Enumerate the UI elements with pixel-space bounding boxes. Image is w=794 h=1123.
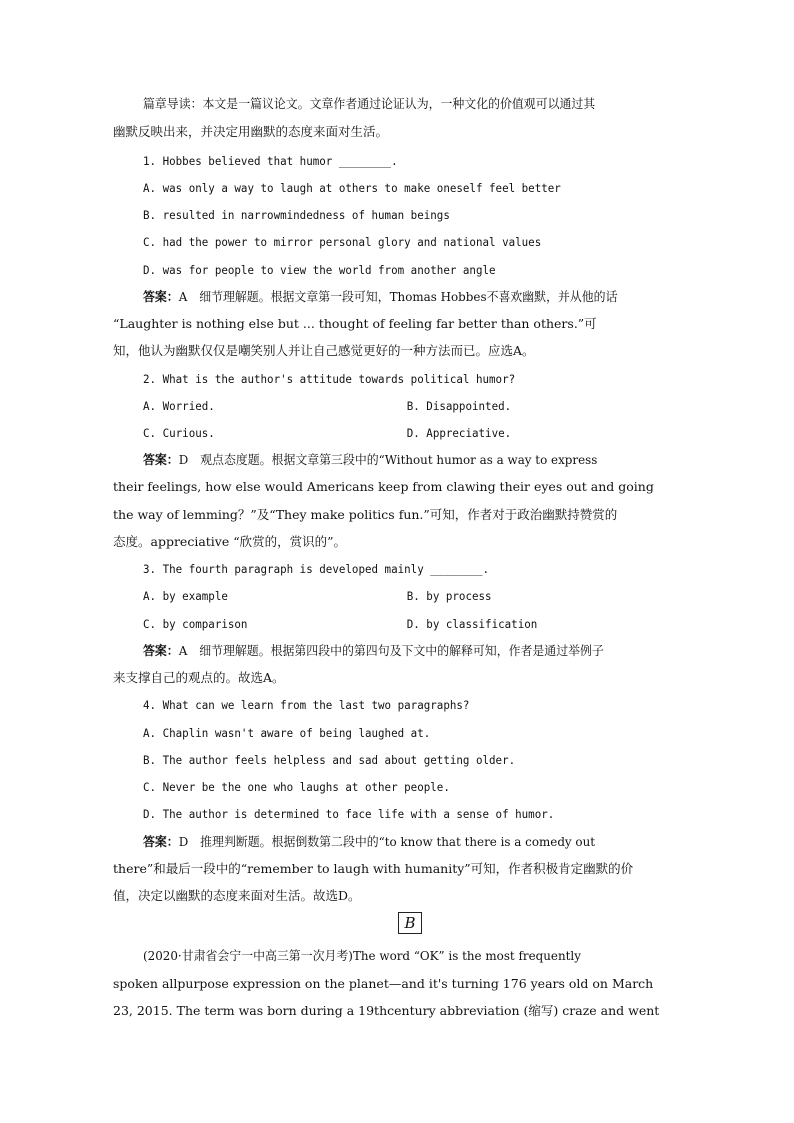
question-3-stem: 3. The fourth paragraph is developed mainly ________.	[143, 562, 490, 576]
question-4-option-d: D. The author is determined to face life with a sense of humor.	[143, 807, 555, 821]
question-4-stem: 4. What can we learn from the last two paragraphs?	[143, 698, 470, 712]
intro-line-1: 篇章导读：本文是一篇议论文。文章作者通过论证认为，一种文化的价值观可以通过其	[143, 96, 596, 111]
question-2-option-b: B. Disappointed.	[406, 399, 512, 413]
question-3-answer-line-1	[143, 643, 684, 659]
answer-text: A 细节理解题。根据文章第一段可知，Thomas Hobbes不喜欢幽默，并从他的话	[178, 289, 618, 304]
question-1-option-a: A. was only a way to laugh at others to make oneself feel better	[143, 181, 561, 195]
question-2-options-row-2	[143, 425, 684, 441]
passage-line-3: 23, 2015. The term was born during a 19thcentury abbreviation (缩写) craze and went	[113, 1003, 660, 1018]
question-2-option-d: D. Appreciative.	[406, 426, 512, 440]
passage-line-2: spoken allpurpose expression on the planet—and it's turning 176 years old on March	[113, 976, 654, 991]
answer-text: A 细节理解题。根据第四段中的第四句及下文中的解释可知，作者是通过举例子	[178, 643, 604, 658]
answer-text: D 观点态度题。根据文章第三段中的“Without humor as a way to express	[178, 452, 598, 467]
answer-label: 答案：	[143, 643, 179, 658]
question-1-answer-line-2: “Laughter is nothing else but ... thought of feeling far better than others.”可	[113, 316, 597, 331]
question-2-options-row-1	[143, 398, 684, 414]
question-2-answer-line-4: 态度。appreciative “欣赏的，赏识的”。	[113, 534, 347, 549]
question-4-answer-line-1	[143, 834, 684, 850]
answer-label: 答案：	[143, 834, 179, 849]
question-1-option-d: D. was for people to view the world from another angle	[143, 263, 496, 277]
answer-text: D 推理判断题。根据倒数第二段中的“to know that there is a comedy out	[178, 834, 596, 849]
question-3-option-a: A. by example	[143, 589, 228, 603]
question-2-answer-line-2: their feelings, how else would Americans keep from clawing their eyes out and going	[113, 479, 654, 494]
question-3-option-c: C. by comparison	[143, 617, 248, 631]
question-3-option-b: B. by process	[406, 589, 492, 603]
question-2-stem: 2. What is the author's attitude towards political humor?	[143, 372, 516, 386]
question-3-options-row-1	[143, 588, 684, 604]
question-1-option-b: B. resulted in narrowmindedness of human beings	[143, 208, 450, 222]
question-1-stem: 1. Hobbes believed that humor ________.	[143, 154, 398, 168]
question-1-answer-line-3: 知，他认为幽默仅仅是嘲笑别人并让自己感觉更好的一种方法而已。应选A。	[113, 343, 535, 358]
answer-label: 答案：	[143, 452, 179, 467]
question-1-answer-line-1	[143, 289, 684, 305]
question-3-option-d: D. by classification	[406, 617, 538, 631]
question-3-options-row-2	[143, 616, 684, 632]
question-3-answer-line-2: 来支撑自己的观点的。故选A。	[113, 670, 285, 685]
question-2-option-c: C. Curious.	[143, 426, 215, 440]
question-2-option-a: A. Worried.	[143, 399, 215, 413]
intro-line-2: 幽默反映出来，并决定用幽默的态度来面对生活。	[113, 124, 389, 139]
question-4-answer-line-3: 值，决定以幽默的态度来面对生活。故选D。	[113, 888, 361, 903]
question-1-option-c: C. had the power to mirror personal glory and national values	[143, 235, 542, 249]
question-4-answer-line-2: there”和最后一段中的“remember to laugh with humanity”可知，作者积极肯定幽默的价	[113, 861, 634, 876]
question-2-answer-line-1	[143, 452, 684, 468]
passage-line-1: (2020·甘肃省会宁一中高三第一次月考)The word “OK” is the most frequently	[143, 948, 581, 963]
answer-label: 答案：	[143, 289, 179, 304]
question-4-option-a: A. Chaplin wasn't aware of being laughed at.	[143, 726, 431, 740]
section-badge: B	[398, 912, 422, 934]
question-4-option-c: C. Never be the one who laughs at other people.	[143, 780, 450, 794]
question-2-answer-line-3: the way of lemming？”及“They make politics fun.”可知，作者对于政治幽默持赞赏的	[113, 507, 618, 522]
question-4-option-b: B. The author feels helpless and sad about getting older.	[143, 753, 516, 767]
